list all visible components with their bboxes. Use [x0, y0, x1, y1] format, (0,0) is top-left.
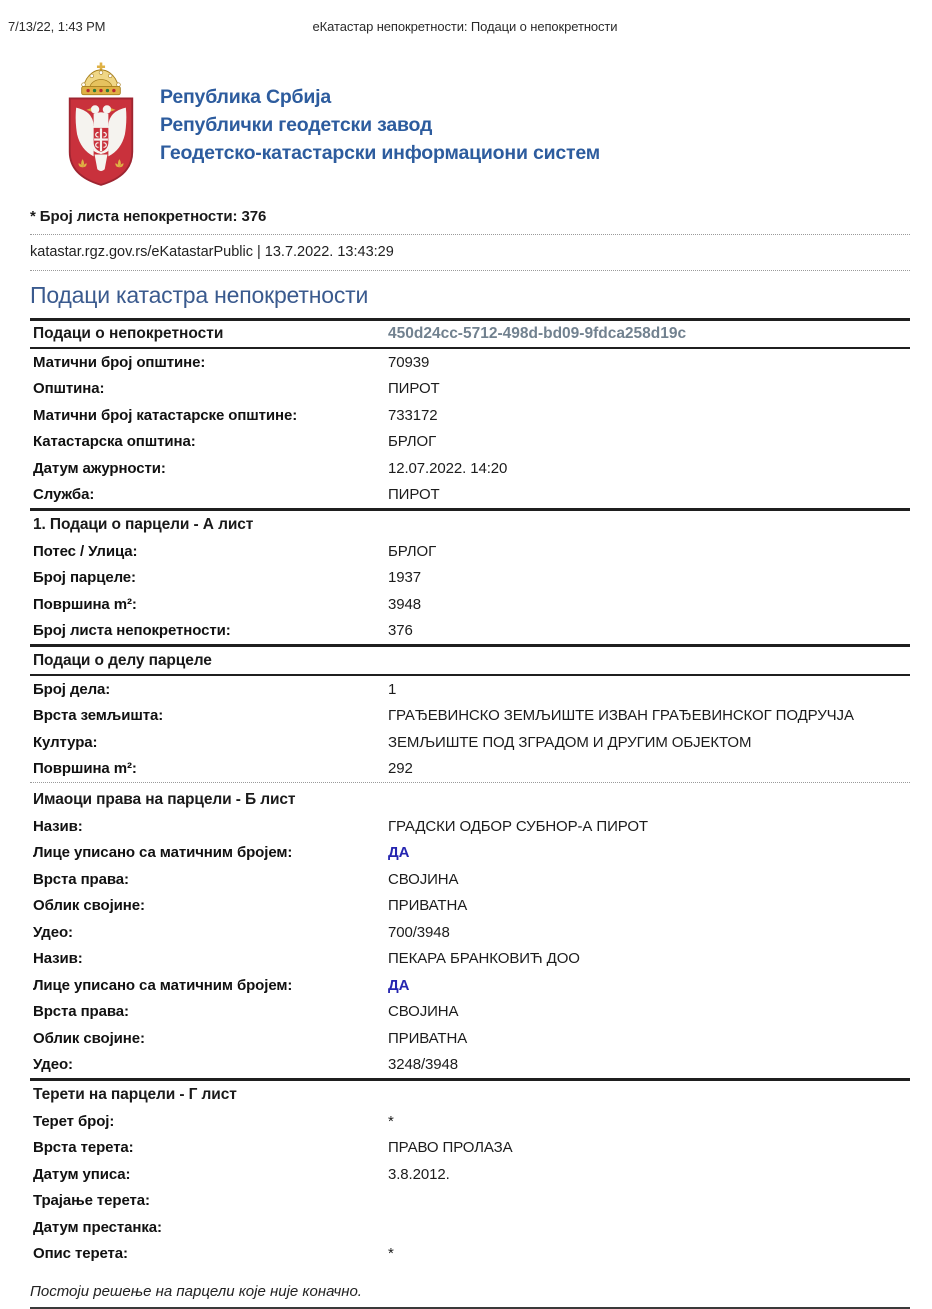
table-row	[30, 482, 910, 509]
row-value: 3248/3948	[388, 1056, 459, 1074]
row-label: Култура:	[33, 733, 98, 751]
row-label: Служба:	[33, 486, 95, 504]
org-name-block	[160, 60, 600, 167]
print-title: еКатастар непокретности: Подаци о непокретности	[312, 19, 618, 34]
row-value: СВОЈИНА	[388, 1003, 459, 1021]
org-name-line-2: Републички геодетски завод	[160, 114, 433, 136]
row-value: 700/3948	[388, 923, 450, 941]
document-content	[30, 208, 910, 1309]
row-label: Површина m²:	[33, 760, 137, 778]
table-row	[30, 729, 910, 756]
section-holders-b-list	[30, 782, 910, 1078]
table-row	[30, 565, 910, 592]
section-title-b-list: Имаоци права на парцели - Б лист	[33, 791, 296, 808]
row-label: Површина m²:	[33, 595, 137, 613]
org-name-line-3: Геодетско-катастарски информациони систем	[160, 142, 600, 164]
section-title-a-list: 1. Подаци о парцели - А лист	[33, 516, 254, 533]
table-row	[30, 703, 910, 730]
table-row	[30, 1108, 910, 1135]
row-label: Број парцеле:	[33, 569, 136, 587]
table-row	[30, 893, 910, 920]
row-label: Датум уписа:	[33, 1165, 131, 1183]
row-value: 292	[388, 760, 413, 778]
row-value-yes: ДА	[388, 976, 410, 994]
row-value: 1937	[388, 569, 421, 587]
row-value: ПРАВО ПРОЛАЗА	[388, 1139, 513, 1157]
footer-note: Постоји решење на парцели које није коначно.	[30, 1283, 910, 1309]
row-label: Терет број:	[33, 1112, 115, 1130]
row-value: БРЛОГ	[388, 542, 437, 560]
row-label: Матични број општине:	[33, 353, 206, 371]
row-value: ПЕКАРА БРАНКОВИЋ ДОО	[388, 950, 580, 968]
table-row	[30, 429, 910, 456]
row-label: Катастарска општина:	[33, 433, 196, 451]
row-label: Облик својине:	[33, 897, 145, 915]
table-row	[30, 1241, 910, 1268]
org-name-line-1: Република Србија	[160, 86, 332, 108]
table-row	[30, 455, 910, 482]
row-value: ЗЕМЉИШТЕ ПОД ЗГРАДОМ И ДРУГИМ ОБЈЕКТОМ	[388, 733, 752, 751]
row-value: ПРИВАТНА	[388, 1029, 468, 1047]
row-label: Датум ажурности:	[33, 459, 166, 477]
row-value: ПИРОТ	[388, 380, 440, 398]
section-parcel-a-list	[30, 508, 910, 644]
row-label: Матични број катастарске општине:	[33, 406, 298, 424]
row-label: Удео:	[33, 923, 73, 941]
row-value: *	[388, 1112, 394, 1130]
table-row	[30, 866, 910, 893]
row-label: Потес / Улица:	[33, 542, 138, 560]
property-uuid: 450d24cc-5712-498d-bd09-9fdca258d19c	[388, 325, 687, 342]
table-row	[30, 376, 910, 403]
row-label: Датум престанка:	[33, 1218, 162, 1236]
table-row	[30, 1135, 910, 1162]
row-label: Општина:	[33, 380, 105, 398]
print-header	[0, 0, 932, 34]
org-header	[55, 60, 932, 192]
section-title: Подаци о непокретности	[33, 325, 224, 342]
table-row	[30, 840, 910, 867]
row-value: ГРАДСКИ ОДБОР СУБНОР-А ПИРОТ	[388, 817, 648, 835]
row-value: ПИРОТ	[388, 486, 440, 504]
page-title: Подаци катастра непокретности	[30, 282, 369, 308]
table-row	[30, 676, 910, 703]
table-row	[30, 1052, 910, 1079]
row-value: 3.8.2012.	[388, 1165, 450, 1183]
table-row	[30, 1214, 910, 1241]
row-value: 12.07.2022. 14:20	[388, 459, 508, 477]
row-label: Лице уписано са матичним бројем:	[33, 844, 293, 862]
row-value: 3948	[388, 595, 421, 613]
table-row	[30, 919, 910, 946]
section-property-header	[30, 321, 910, 349]
table-row	[30, 946, 910, 973]
table-row	[30, 402, 910, 429]
table-row	[30, 1161, 910, 1188]
row-label: Удео:	[33, 1056, 73, 1074]
row-label: Назив:	[33, 817, 83, 835]
row-value: 1	[388, 680, 397, 698]
row-value: 733172	[388, 406, 438, 424]
row-label: Врста права:	[33, 1003, 129, 1021]
table-row	[30, 618, 910, 645]
row-value: СВОЈИНА	[388, 870, 459, 888]
table-row	[30, 813, 910, 840]
row-value-yes: ДА	[388, 844, 410, 862]
section-title-parcel-part: Подаци о делу парцеле	[30, 647, 910, 676]
row-value: 376	[388, 622, 413, 640]
section-title-g-list: Терети на парцели - Г лист	[33, 1086, 237, 1103]
serbia-coat-of-arms-icon	[55, 60, 147, 192]
section-parcel-part	[30, 644, 910, 782]
row-label: Опис терета:	[33, 1245, 128, 1263]
row-value: *	[388, 1245, 394, 1263]
row-label: Врста земљишта:	[33, 707, 164, 725]
table-row	[30, 591, 910, 618]
row-value: ГРАЂЕВИНСКО ЗЕМЉИШТЕ ИЗВАН ГРАЂЕВИНСКОГ ПОДРУЧЈА	[388, 707, 854, 725]
row-value: 70939	[388, 353, 430, 371]
table-row	[30, 999, 910, 1026]
row-label: Врста права:	[33, 870, 129, 888]
section-burdens-g-list	[30, 1078, 910, 1267]
row-label: Трајање терета:	[33, 1192, 150, 1210]
print-datetime: 7/13/22, 1:43 PM	[8, 19, 106, 34]
row-label: Број листа непокретности:	[33, 622, 231, 640]
table-row	[30, 1025, 910, 1052]
row-label: Број дела:	[33, 680, 111, 698]
row-label: Облик својине:	[33, 1029, 145, 1047]
row-value: БРЛОГ	[388, 433, 437, 451]
row-label: Лице уписано са матичним бројем:	[33, 976, 293, 994]
row-value: ПРИВАТНА	[388, 897, 468, 915]
source-line: katastar.rgz.gov.rs/eKatastarPublic | 13.7.2022. 13:43:29	[30, 235, 910, 271]
table-row	[30, 349, 910, 376]
row-label: Назив:	[33, 950, 83, 968]
row-label: Врста терета:	[33, 1139, 134, 1157]
section-property	[30, 318, 910, 508]
table-row	[30, 756, 910, 783]
table-row	[30, 972, 910, 999]
table-row	[30, 1188, 910, 1215]
sheet-number: * Број листа непокретности: 376	[30, 208, 910, 235]
table-row	[30, 538, 910, 565]
